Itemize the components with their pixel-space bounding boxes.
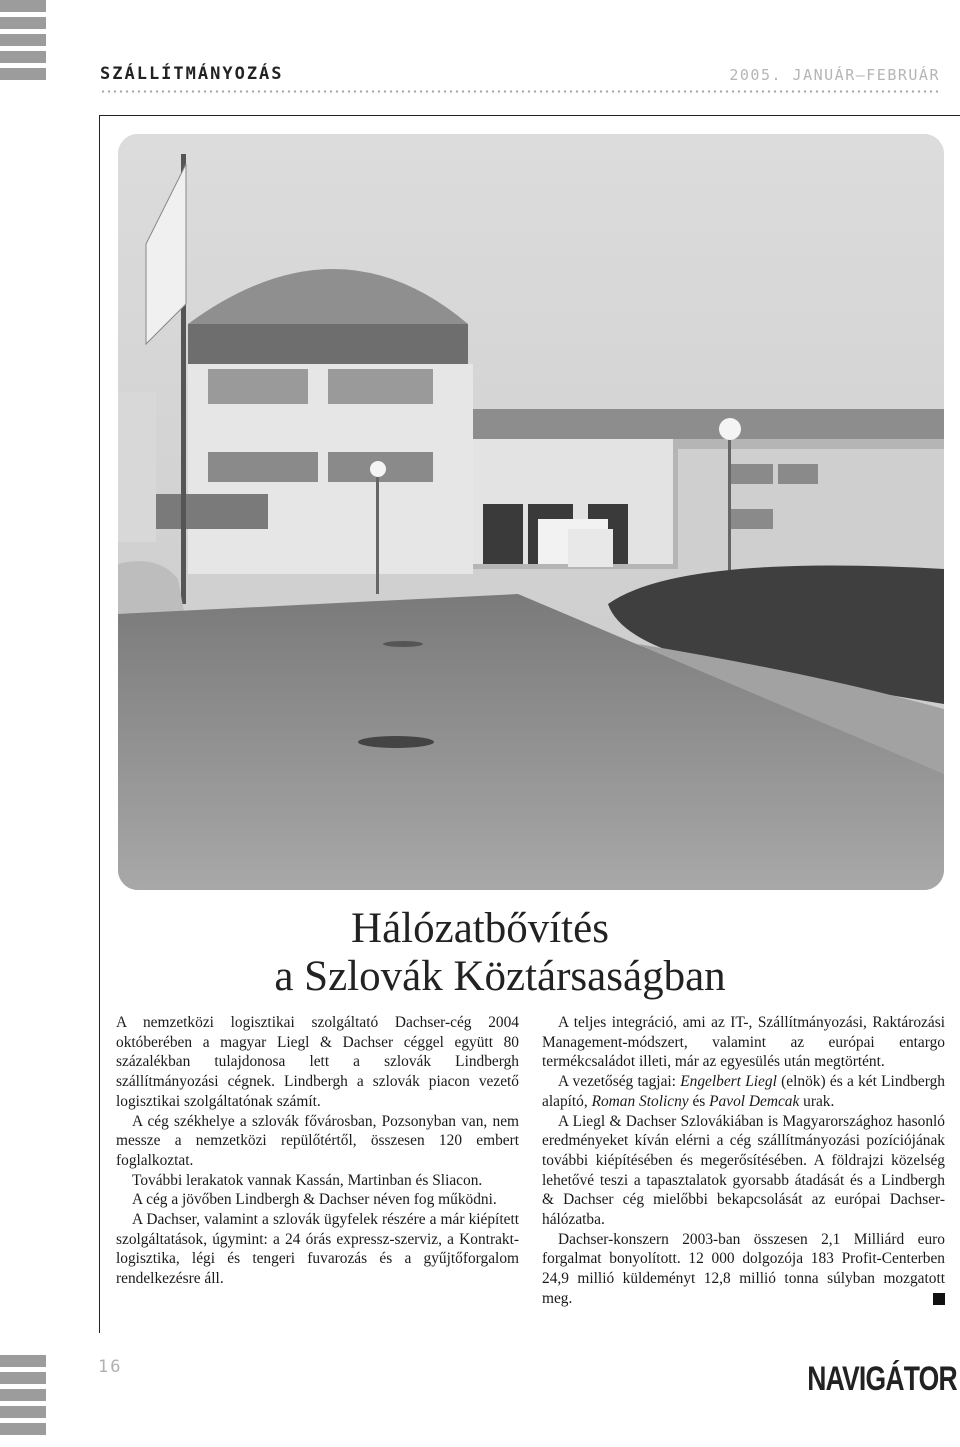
- person-name: Roman Stolicny: [591, 1092, 689, 1110]
- article-left-column: [116, 1013, 519, 1289]
- end-square-icon: [933, 1293, 945, 1305]
- issue-date: 2005. JANUÁR–FEBRUÁR: [729, 66, 940, 84]
- decorative-stripes-top: [0, 0, 46, 85]
- paragraph: A cég a jövőben Lindbergh & Dachser néven fog működni.: [132, 1191, 497, 1209]
- brand-logo: NAVIGÁTOR: [807, 1360, 957, 1398]
- text: és: [688, 1092, 710, 1110]
- paragraph-last: [542, 1230, 945, 1309]
- text: Dachser-konszern 2003-ban összesen 2,1 Milliárd euro forgalmat bonyolított. 12 000 dolgozója 183 Profit-Centerben 24,9 millió küldeményt 12,8 millió tonna súlyban mozgatott meg.: [542, 1230, 945, 1307]
- paragraph: A Dachser, valamint a szlovák ügyfelek részére a már kiépített szolgáltatások, úgymint: a 24 órás expressz-szerviz, a Kontrakt-logisztika, légi és tengeri fuvarozás és a gyűjtőforgalom rendelkezésre áll.: [116, 1211, 519, 1288]
- paragraph-management: [542, 1072, 945, 1111]
- paragraph: A cég székhelye a szlovák fővárosban, Pozsonyban van, nem messze a nemzetközi repülőtértől, összesen 120 embert foglalkoztat.: [116, 1112, 519, 1169]
- dotted-divider: [100, 90, 940, 93]
- paragraph: A nemzetközi logisztikai szolgáltató Dachser-cég 2004 októberében a magyar Liegl & Dachser céggel együtt 80 százalékban tulajdonosa lett a szlovák Lindbergh szállítmányozási cégnek. Lindbergh a szlovák piacon vezető logisztikai szolgáltatónak számít.: [116, 1014, 519, 1110]
- warehouse-photo: [118, 134, 944, 890]
- article-title-line2: a Szlovák Köztársaságban: [274, 953, 726, 1000]
- text: A vezetőség tagjai:: [558, 1073, 681, 1091]
- section-title: SZÁLLÍTMÁNYOZÁS: [100, 64, 284, 84]
- article-right-column: [542, 1013, 945, 1309]
- text: (elnök) és a két Lindbergh alapító,: [542, 1073, 945, 1110]
- person-name: Pavol Demcak: [709, 1092, 800, 1110]
- person-name: Engelbert Liegl: [680, 1073, 777, 1091]
- paragraph: A teljes integráció, ami az IT-, Szállítmányozási, Raktározási Management-módszert, valamint az európai entargo termékcsaládot illeti, már az egyesülés után megtörtént.: [542, 1014, 945, 1071]
- text: urak.: [799, 1092, 835, 1110]
- paragraph: További lerakatok vannak Kassán, Martinban és Sliacon.: [132, 1171, 483, 1189]
- page-number: 16: [98, 1357, 123, 1377]
- decorative-stripes-bottom: [0, 1355, 46, 1440]
- paragraph: A Liegl & Dachser Szlovákiában is Magyarországhoz hasonló eredményeket kíván elérni a cég szállítmányozási pozíciójának további kiépítésében és megerősítésében. A földrajzi közelség lehetővé teszi a tapasztalatok gyorsabb átadását és a Lindbergh & Dachser cég mielőbbi bekapcsolását az európai Dachser-hálózatba.: [542, 1112, 945, 1229]
- article-title-line1: Hálózatbővítés: [351, 905, 609, 952]
